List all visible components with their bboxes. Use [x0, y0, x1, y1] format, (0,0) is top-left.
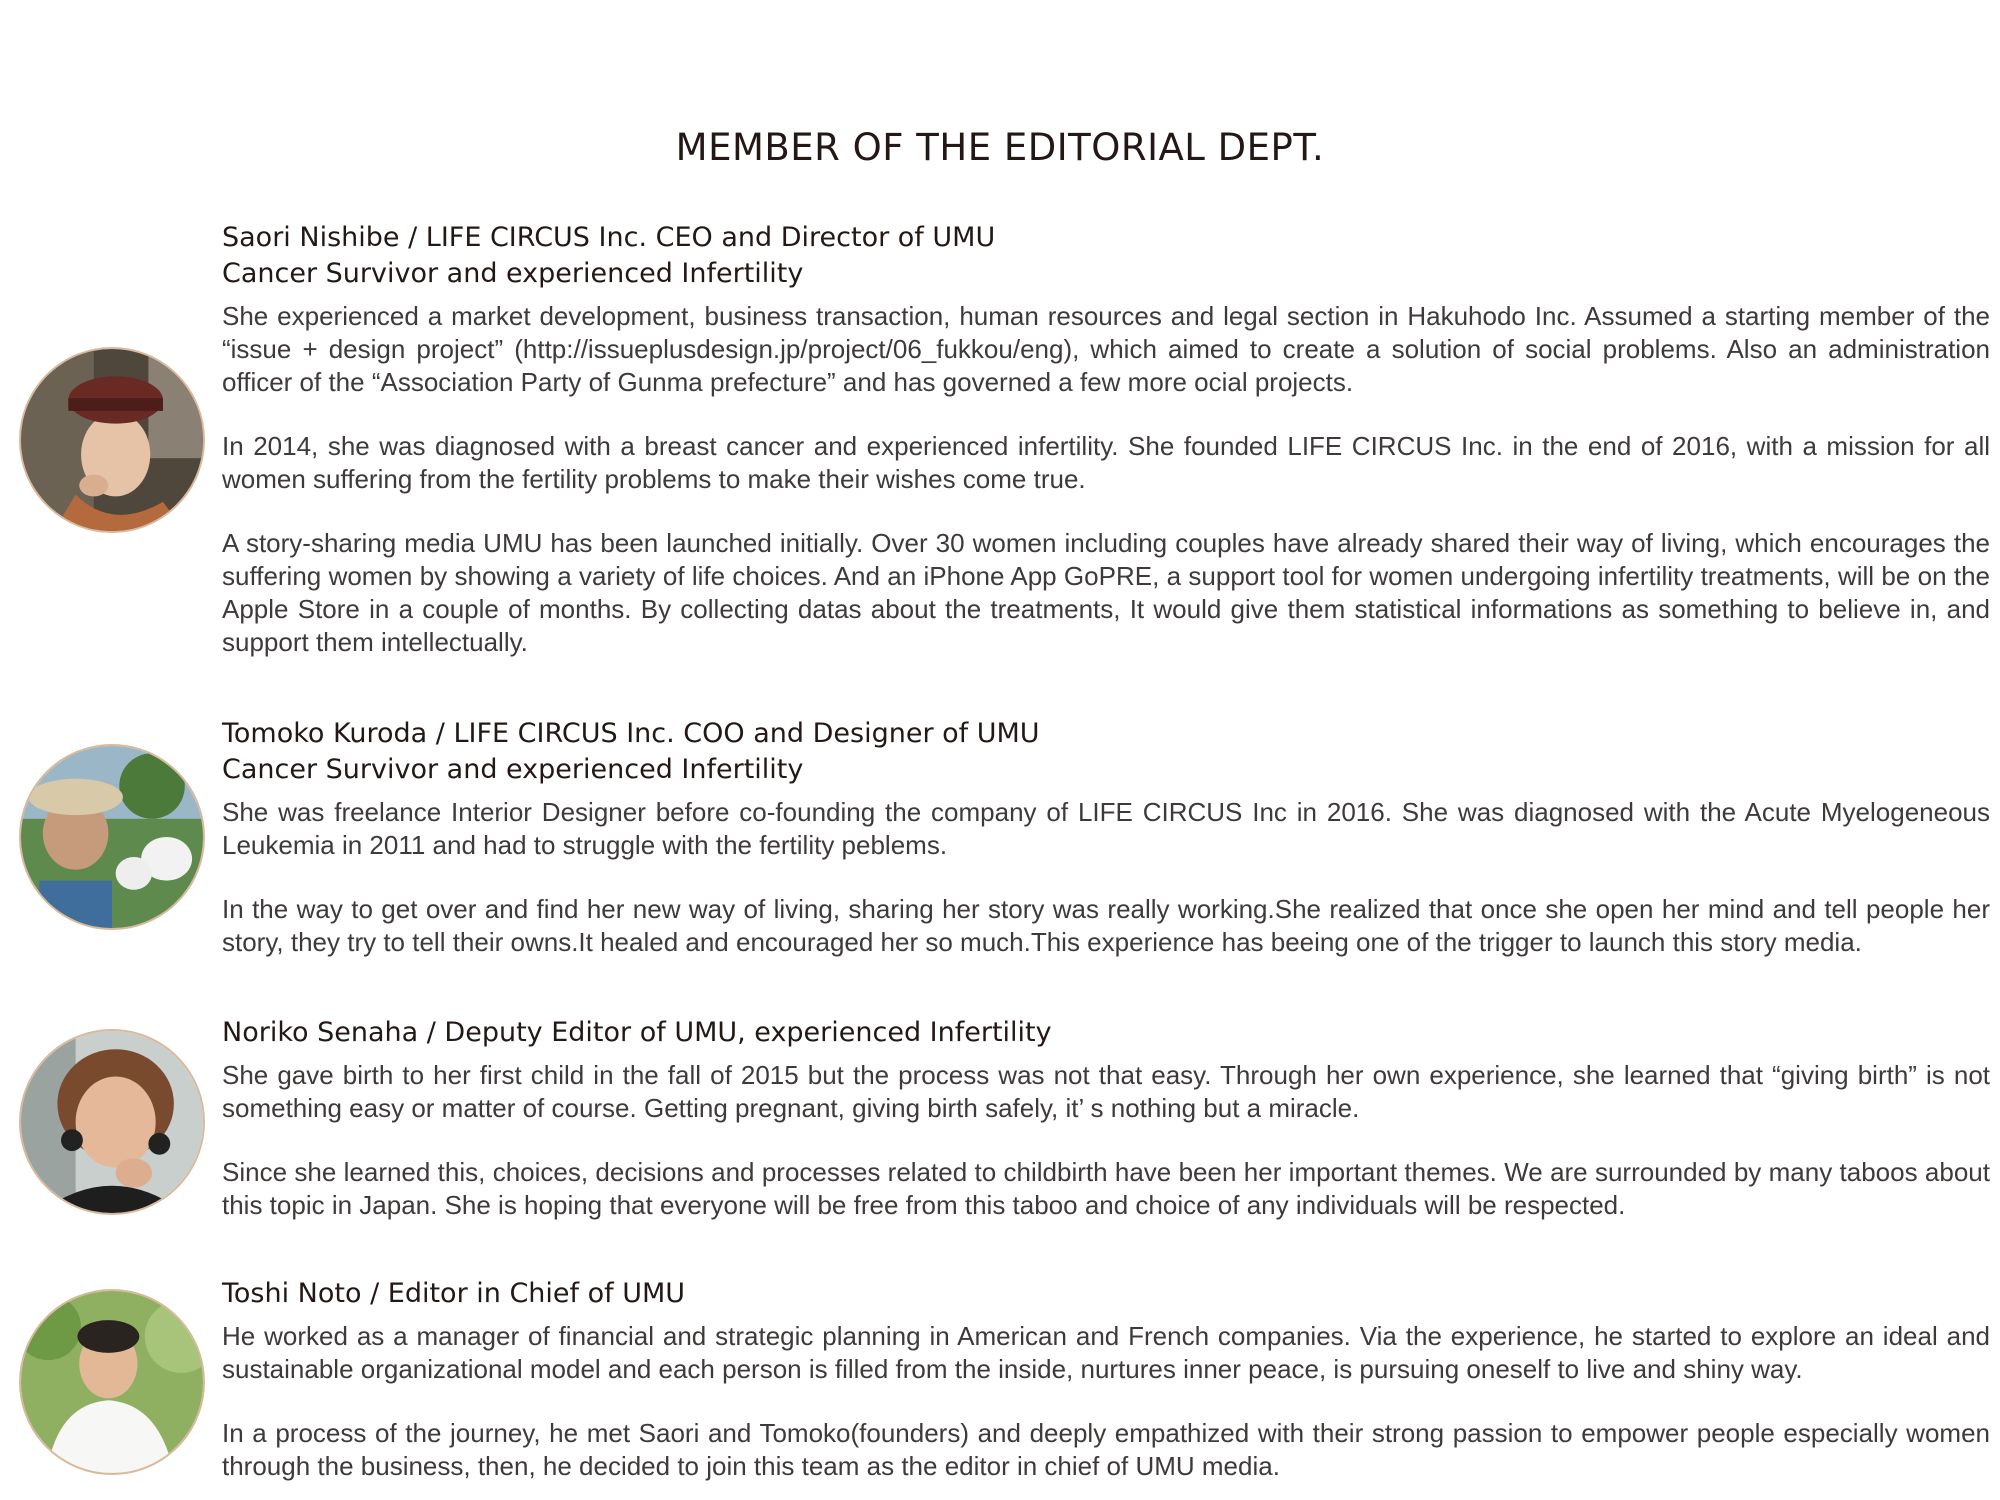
- member-heading: Noriko Senaha / Deputy Editor of UMU, experienced Infertility: [222, 1017, 1052, 1048]
- bio-paragraph: She experienced a market development, business transaction, human resources and legal section in Hakuhodo Inc. Assumed a starting member of the “issue + design project” (http://issueplusdesign.jp/project/06_fukkou/eng), which aimed to create a solution of social problems. Also an administration officer of the “Association Party of Gunma prefecture” and has governed a few more ocial projects.: [222, 301, 1990, 397]
- member-heading: Tomoko Kuroda / LIFE CIRCUS Inc. COO and Designer of UMU: [222, 718, 1040, 749]
- member-heading: Toshi Noto / Editor in Chief of UMU: [222, 1278, 686, 1309]
- bio-paragraph: She was freelance Interior Designer before co-founding the company of LIFE CIRCUS Inc in 2016. She was diagnosed with the Acute Myelogeneous Leukemia in 2011 and had to struggle with the fertility peblems.: [222, 797, 1990, 860]
- bio-paragraph: A story-sharing media UMU has been launched initially. Over 30 women including couples have already shared their way of living, which encourages the suffering women by showing a variety of life choices. And an iPhone App GoPRE, a support tool for women undergoing infertility treatments, will be on the Apple Store in a couple of months. By collecting datas about the treatments, It would give them statistical informations as something to believe in, and support them intellectually.: [222, 528, 1990, 657]
- avatar: [19, 1289, 205, 1475]
- bio-paragraph: Since she learned this, choices, decisions and processes related to childbirth have been her important themes. We are surrounded by many taboos about this topic in Japan. She is hoping that everyone will be free from this taboo and choice of any individuals will be respected.: [222, 1157, 1990, 1220]
- member-heading: Saori Nishibe / LIFE CIRCUS Inc. CEO and Director of UMU: [222, 222, 996, 253]
- bio-paragraph: In 2014, she was diagnosed with a breast cancer and experienced infertility. She founded LIFE CIRCUS Inc. in the end of 2016, with a mission for all women suffering from the fertility problems to make their wishes come true.: [222, 431, 1990, 494]
- member-subheading: Cancer Survivor and experienced Infertility: [222, 258, 804, 289]
- bio-paragraph: She gave birth to her first child in the fall of 2015 but the process was not that easy. Through her own experience, she learned that “giving birth” is not something easy or matter of course. Getting pregnant, giving birth safely, it’ s nothing but a miracle.: [222, 1060, 1990, 1123]
- bio-paragraph: He worked as a manager of financial and strategic planning in American and French companies. Via the experience, he started to explore an ideal and sustainable organizational model and each person is filled from the inside, nurtures inner peace, is pursuing oneself to live and shiny way.: [222, 1321, 1990, 1384]
- page-title: MEMBER OF THE EDITORIAL DEPT.: [675, 126, 1325, 169]
- avatar: [19, 744, 205, 930]
- avatar: [19, 347, 205, 533]
- avatar: [19, 1029, 205, 1215]
- bio-paragraph: In a process of the journey, he met Saori and Tomoko(founders) and deeply empathized with their strong passion to empower people especially women through the business, then, he decided to join this team as the editor in chief of UMU media.: [222, 1418, 1990, 1481]
- member-subheading: Cancer Survivor and experienced Infertility: [222, 754, 804, 785]
- bio-paragraph: In the way to get over and find her new way of living, sharing her story was really working.She realized that once she open her mind and tell people her story, they try to tell their owns.It healed and encouraged her so much.This experience has beeing one of the trigger to launch this story media.: [222, 894, 1990, 957]
